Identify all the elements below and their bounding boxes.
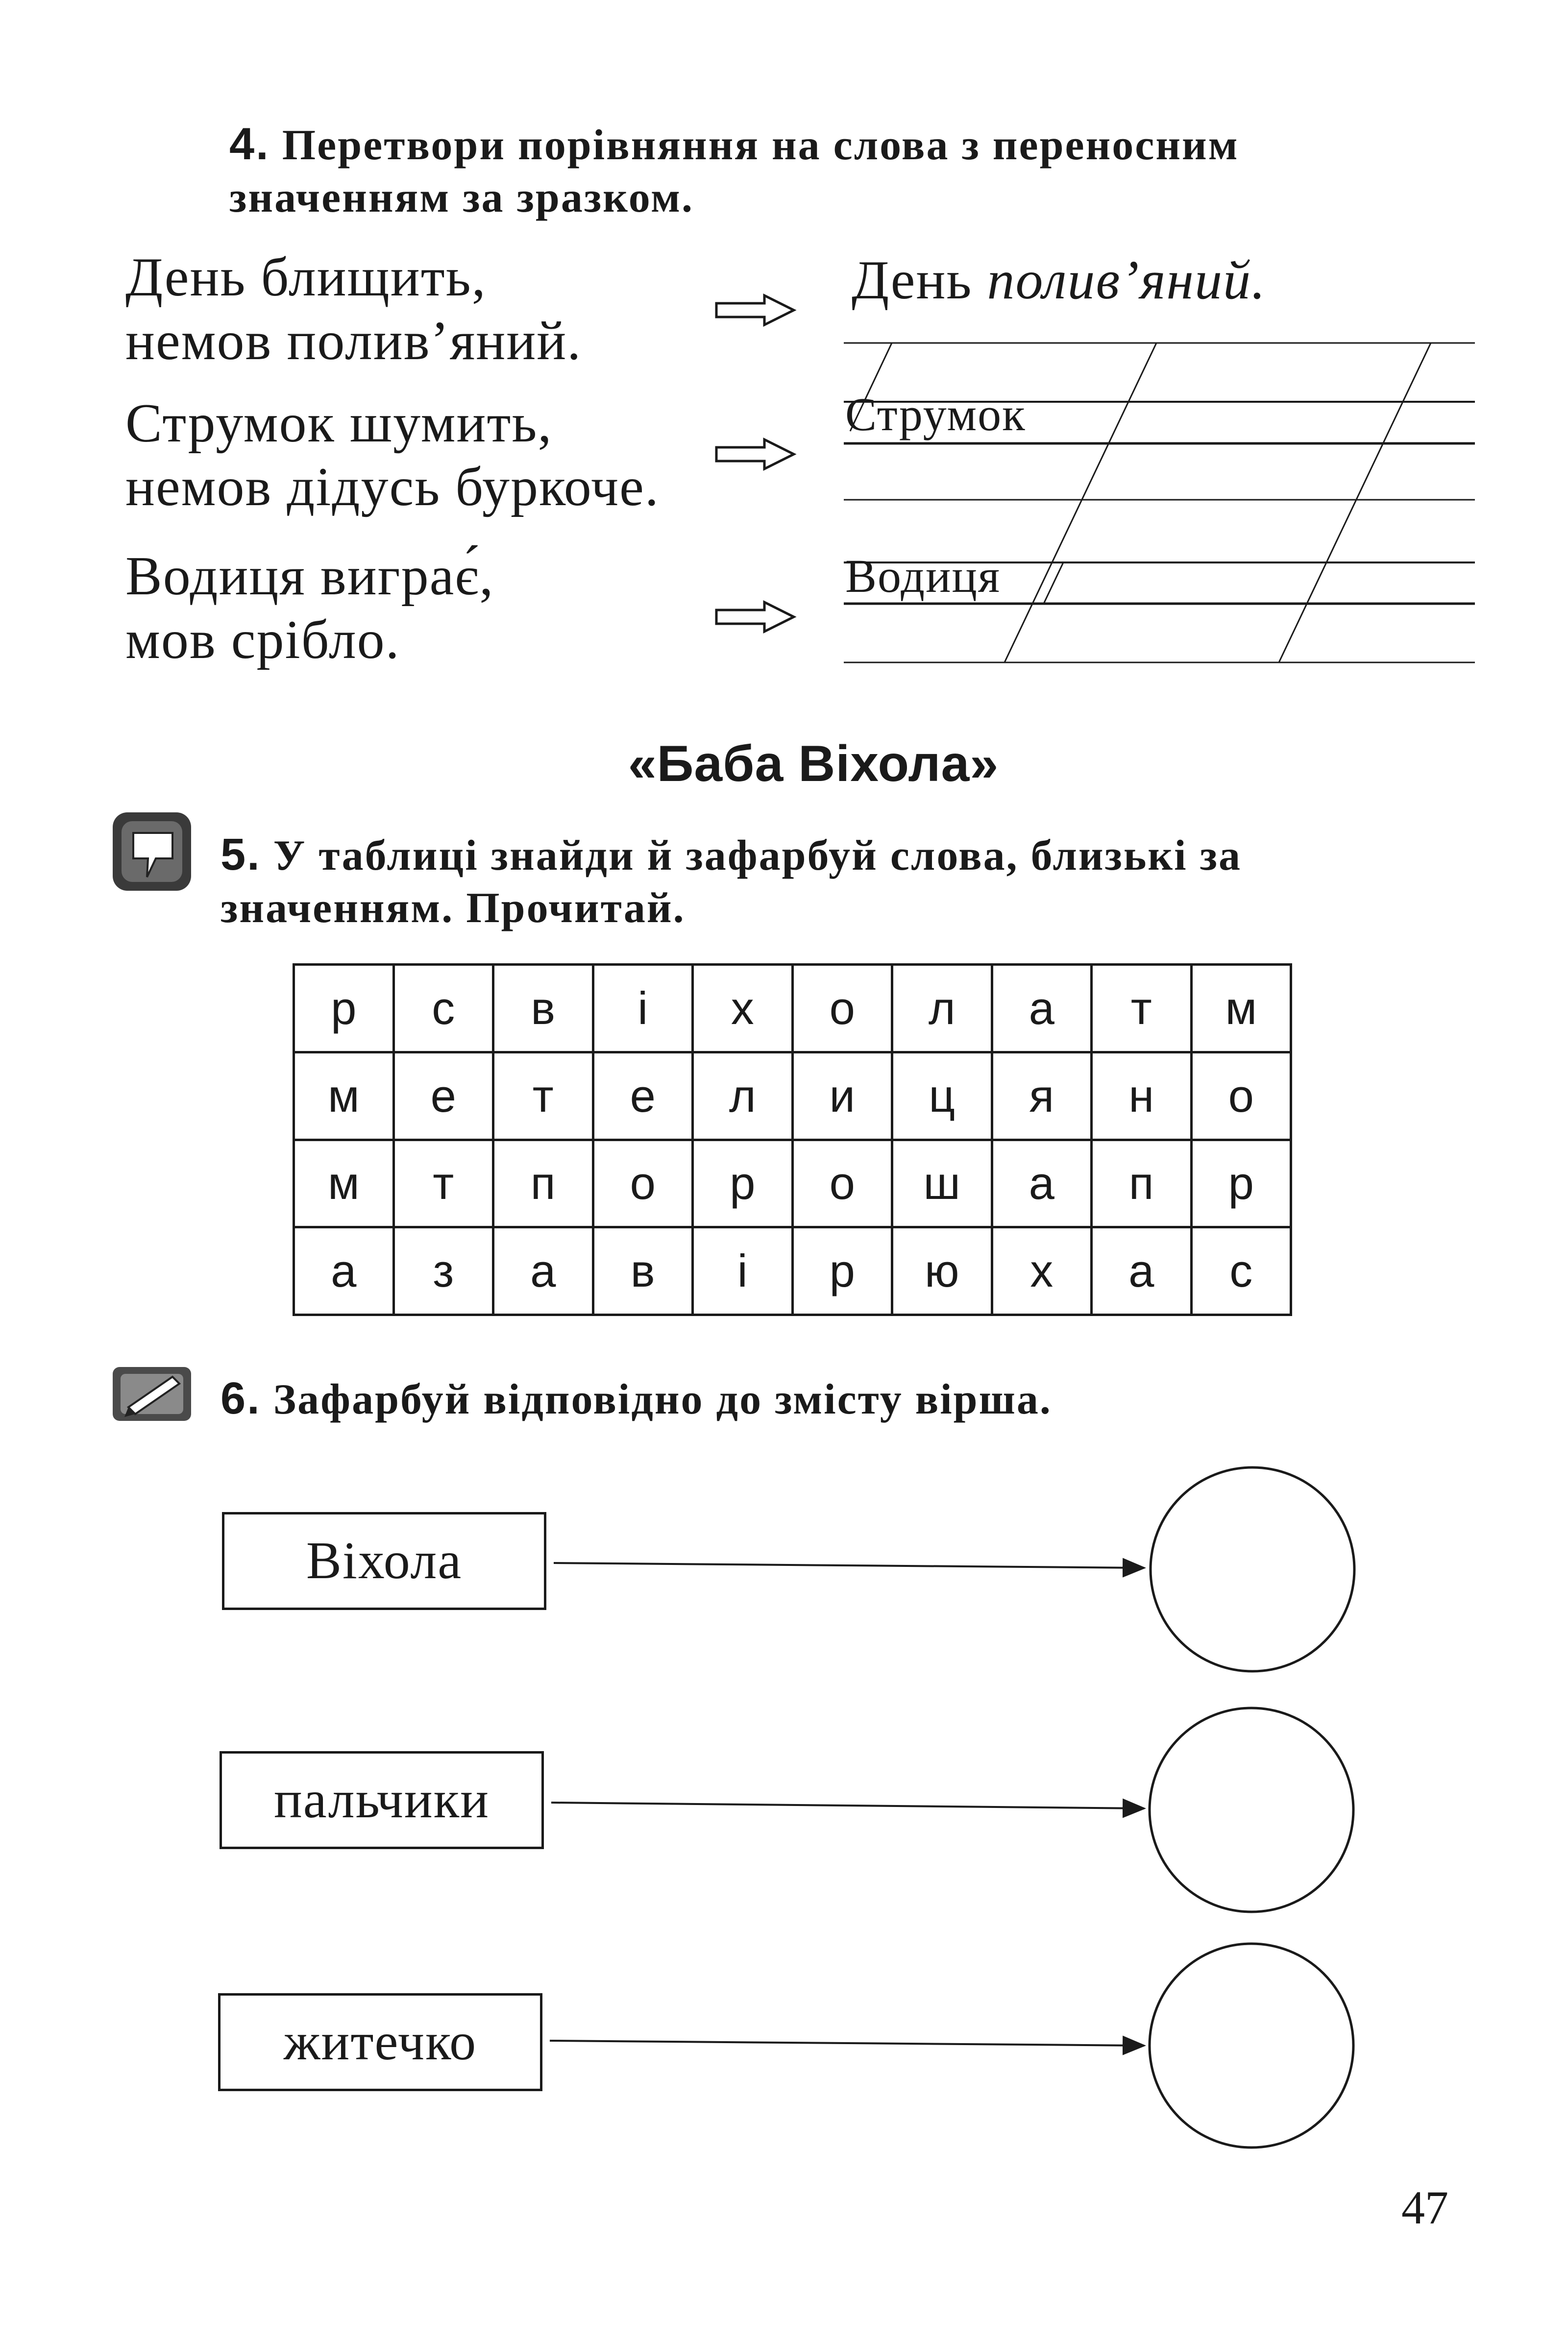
grid-cell[interactable]: е: [593, 1052, 693, 1140]
grid-cell[interactable]: з: [393, 1227, 493, 1315]
task4-number: 4.: [229, 119, 270, 169]
grid-row: [294, 1140, 1291, 1227]
grid-cell[interactable]: р: [693, 1140, 793, 1227]
word-box-3: [218, 1993, 542, 2091]
grid-cell[interactable]: а: [992, 1140, 1092, 1227]
word-box-2-label: пальчики: [274, 1771, 490, 1829]
task5-title-line1: [220, 828, 1242, 882]
grid-cell[interactable]: в: [493, 965, 593, 1052]
grid-cell[interactable]: і: [593, 965, 693, 1052]
grid-cell[interactable]: р: [792, 1227, 892, 1315]
section-title: «Баба Віхола»: [628, 735, 999, 792]
grid-cell[interactable]: о: [1191, 1052, 1291, 1140]
grid-cell[interactable]: я: [992, 1052, 1092, 1140]
task6-number: 6.: [220, 1373, 261, 1423]
arrow-icon: [716, 295, 794, 632]
grid-cell[interactable]: и: [792, 1052, 892, 1140]
grid-cell[interactable]: ю: [892, 1227, 992, 1315]
page-number: 47: [1401, 2181, 1448, 2234]
grid-cell[interactable]: п: [493, 1140, 593, 1227]
grid-cell[interactable]: х: [693, 965, 793, 1052]
answer-2-prefix: Струмок: [845, 388, 1026, 440]
grid-cell[interactable]: р: [1191, 1140, 1291, 1227]
grid-cell[interactable]: в: [593, 1227, 693, 1315]
task5-number: 5.: [220, 830, 261, 879]
grid-row: [294, 1227, 1291, 1315]
grid-cell[interactable]: м: [1191, 965, 1291, 1052]
task4-title-line2: значенням за зразком.: [229, 174, 694, 221]
grid-cell[interactable]: л: [693, 1052, 793, 1140]
word-box-3-label: житечко: [283, 2013, 477, 2071]
grid-cell[interactable]: м: [294, 1140, 394, 1227]
grid-cell[interactable]: о: [792, 965, 892, 1052]
grid-cell[interactable]: о: [792, 1140, 892, 1227]
grid-cell[interactable]: е: [393, 1052, 493, 1140]
answer-3-prefix: Водиця: [845, 550, 1001, 602]
grid-cell[interactable]: т: [493, 1052, 593, 1140]
comparison-3-line1: Водиця виграє́,: [125, 546, 494, 607]
grid-row: [294, 1052, 1291, 1140]
grid-row: [294, 965, 1291, 1052]
letter-grid: [293, 963, 1292, 1316]
grid-cell[interactable]: ш: [892, 1140, 992, 1227]
grid-cell[interactable]: н: [1092, 1052, 1192, 1140]
answer-example-prefix: День: [852, 250, 973, 311]
grid-cell[interactable]: т: [1092, 965, 1192, 1052]
grid-cell[interactable]: с: [1191, 1227, 1291, 1315]
grid-cell[interactable]: р: [294, 965, 394, 1052]
task4-title-text: Перетвори порівняння на слова з переносним: [282, 122, 1239, 169]
task6-title-text: Зафарбуй відповідно до змісту вірша.: [273, 1376, 1052, 1423]
grid-cell[interactable]: а: [294, 1227, 394, 1315]
grid-cell[interactable]: х: [992, 1227, 1092, 1315]
grid-cell[interactable]: л: [892, 965, 992, 1052]
grid-cell[interactable]: о: [593, 1140, 693, 1227]
grid-cell[interactable]: т: [393, 1140, 493, 1227]
grid-cell[interactable]: с: [393, 965, 493, 1052]
word-box-2: [220, 1751, 544, 1849]
word-box-1: [222, 1512, 546, 1610]
comparison-3-line2: мов срібло.: [125, 610, 400, 670]
grid-cell[interactable]: а: [1092, 1227, 1192, 1315]
comparison-1-line1: День блищить,: [125, 247, 487, 308]
comparison-1-line2: немов полив’яний.: [125, 311, 582, 371]
word-box-1-label: Віхола: [306, 1532, 463, 1590]
grid-cell[interactable]: а: [493, 1227, 593, 1315]
grid-cell[interactable]: п: [1092, 1140, 1192, 1227]
comparison-2-line1: Струмок шумить,: [125, 393, 553, 454]
grid-cell[interactable]: а: [992, 965, 1092, 1052]
task5-title-line2: значенням. Прочитай.: [220, 884, 686, 932]
comparison-2-line2: немов дідусь буркоче.: [125, 457, 660, 517]
grid-cell[interactable]: ц: [892, 1052, 992, 1140]
task5-title-text: У таблиці знайди й зафарбуй слова, близькі за: [273, 832, 1242, 879]
grid-cell[interactable]: м: [294, 1052, 394, 1140]
grid-cell[interactable]: і: [693, 1227, 793, 1315]
answer-example-word: полив’яний.: [987, 250, 1267, 311]
task6-title: [220, 1372, 1052, 1426]
